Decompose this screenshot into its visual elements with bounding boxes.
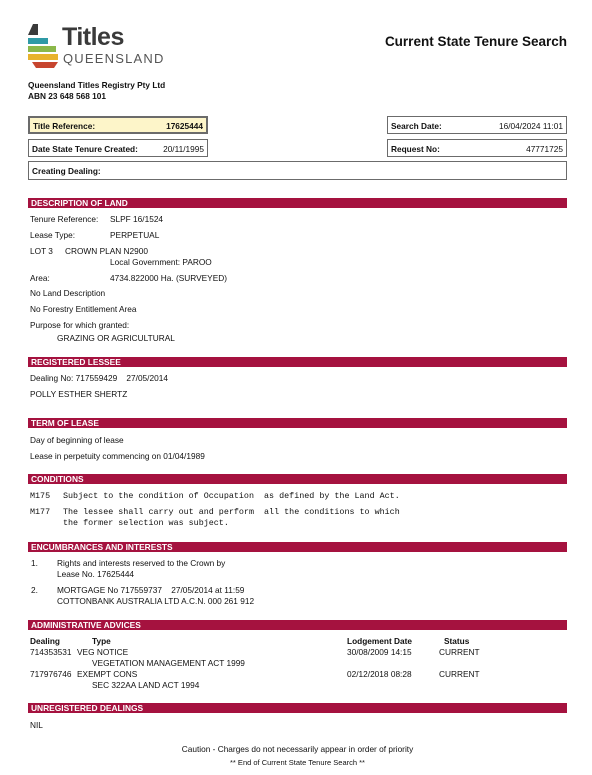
lease-type-label: Lease Type: xyxy=(30,230,76,240)
tenure-reference-value: SLPF 16/1524 xyxy=(110,214,164,224)
condition-text: Subject to the condition of Occupation as defined by the Land Act. xyxy=(63,491,400,501)
column-header-type: Type xyxy=(92,636,111,646)
encumbrance-line-2: COTTONBANK AUSTRALIA LTD A.C.N. 000 261 912 xyxy=(57,596,255,606)
row-type-detail: VEGETATION MANAGEMENT ACT 1999 xyxy=(92,658,245,668)
row-type: EXEMPT CONS xyxy=(77,669,138,679)
request-number-value: 47771725 xyxy=(526,144,563,154)
row-status: CURRENT xyxy=(439,647,480,657)
row-lodgement-date: 30/08/2009 14:15 xyxy=(347,647,412,657)
title-reference-label: Title Reference: xyxy=(33,121,96,131)
request-number-box xyxy=(387,139,567,157)
area-label: Area: xyxy=(30,273,50,283)
caution-note: Caution - Charges do not necessarily appear in order of priority xyxy=(181,744,414,754)
creating-dealing-label: Creating Dealing: xyxy=(32,166,101,176)
row-type-detail: SEC 322AA LAND ACT 1994 xyxy=(92,680,200,690)
search-date-box xyxy=(387,116,567,134)
date-created-label: Date State Tenure Created: xyxy=(32,144,138,154)
term-line-2: Lease in perpetuity commencing on 01/04/1989 xyxy=(30,451,205,461)
lessee-name: POLLY ESTHER SHERTZ xyxy=(30,389,128,399)
section-header-admin: ADMINISTRATIVE ADVICES xyxy=(28,620,567,630)
purpose-value: GRAZING OR AGRICULTURAL xyxy=(57,333,175,343)
company-name: Queensland Titles Registry Pty Ltd xyxy=(28,80,166,90)
encumbrance-number: 2. xyxy=(31,585,38,595)
logo-title: Titles xyxy=(62,23,124,51)
condition-code: M175 xyxy=(30,491,51,501)
unregistered-value: NIL xyxy=(30,720,43,730)
date-created-value: 20/11/1995 xyxy=(163,144,204,154)
section-header-unregistered: UNREGISTERED DEALINGS xyxy=(28,703,567,713)
title-reference-value: 17625444 xyxy=(166,121,203,131)
section-header-conditions: CONDITIONS xyxy=(28,474,567,484)
section-header-description: DESCRIPTION OF LAND xyxy=(28,198,567,208)
encumbrance-line-2: Lease No. 17625444 xyxy=(57,569,135,579)
section-header-lessee: REGISTERED LESSEE xyxy=(28,357,567,367)
lot-plan-value: CROWN PLAN N2900 xyxy=(65,246,148,256)
encumbrance-number: 1. xyxy=(31,558,38,568)
column-header-dealing: Dealing xyxy=(30,636,60,646)
company-logo xyxy=(26,22,166,70)
row-dealing: 717976746 xyxy=(30,669,72,679)
no-forestry-area: No Forestry Entitlement Area xyxy=(30,304,137,314)
request-number-label: Request No: xyxy=(391,144,440,154)
section-header-term: TERM OF LEASE xyxy=(28,418,567,428)
row-lodgement-date: 02/12/2018 08:28 xyxy=(347,669,412,679)
logo-mark-icon xyxy=(26,22,60,70)
column-header-lodgement-date: Lodgement Date xyxy=(347,636,412,646)
search-date-label: Search Date: xyxy=(391,121,442,131)
column-header-status: Status xyxy=(444,636,470,646)
creating-dealing-box xyxy=(28,161,567,180)
row-dealing: 714353531 xyxy=(30,647,72,657)
encumbrance-line-1: MORTGAGE No 717559737 27/05/2014 at 11:59 xyxy=(57,585,245,595)
row-type: VEG NOTICE xyxy=(77,647,129,657)
company-abn: ABN 23 648 568 101 xyxy=(28,91,106,101)
purpose-label: Purpose for which granted: xyxy=(30,320,130,330)
tenure-reference-label: Tenure Reference: xyxy=(30,214,99,224)
lot-label: LOT 3 xyxy=(30,246,53,256)
encumbrance-line-1: Rights and interests reserved to the Crown by xyxy=(57,558,226,568)
local-government: Local Government: PAROO xyxy=(110,257,212,267)
row-status: CURRENT xyxy=(439,669,480,679)
document-title: Current State Tenure Search xyxy=(384,34,567,49)
title-reference-box xyxy=(28,116,208,134)
no-land-description: No Land Description xyxy=(30,288,106,298)
section-header-encumbrances: ENCUMBRANCES AND INTERESTS xyxy=(28,542,567,552)
term-line-1: Day of beginning of lease xyxy=(30,435,124,445)
area-value: 4734.822000 Ha. (SURVEYED) xyxy=(110,273,227,283)
lessee-dealing: Dealing No: 717559429 27/05/2014 xyxy=(30,373,168,383)
lease-type-value: PERPETUAL xyxy=(110,230,160,240)
logo-subtitle: QUEENSLAND xyxy=(63,51,165,66)
date-created-box xyxy=(28,139,208,157)
condition-code: M177 xyxy=(30,507,51,517)
search-date-value: 16/04/2024 11:01 xyxy=(499,121,563,131)
end-of-search-note: ** End of Current State Tenure Search ** xyxy=(230,758,365,767)
condition-text: The lessee shall carry out and perform all the conditions to which the former selection was subject. xyxy=(63,507,400,528)
